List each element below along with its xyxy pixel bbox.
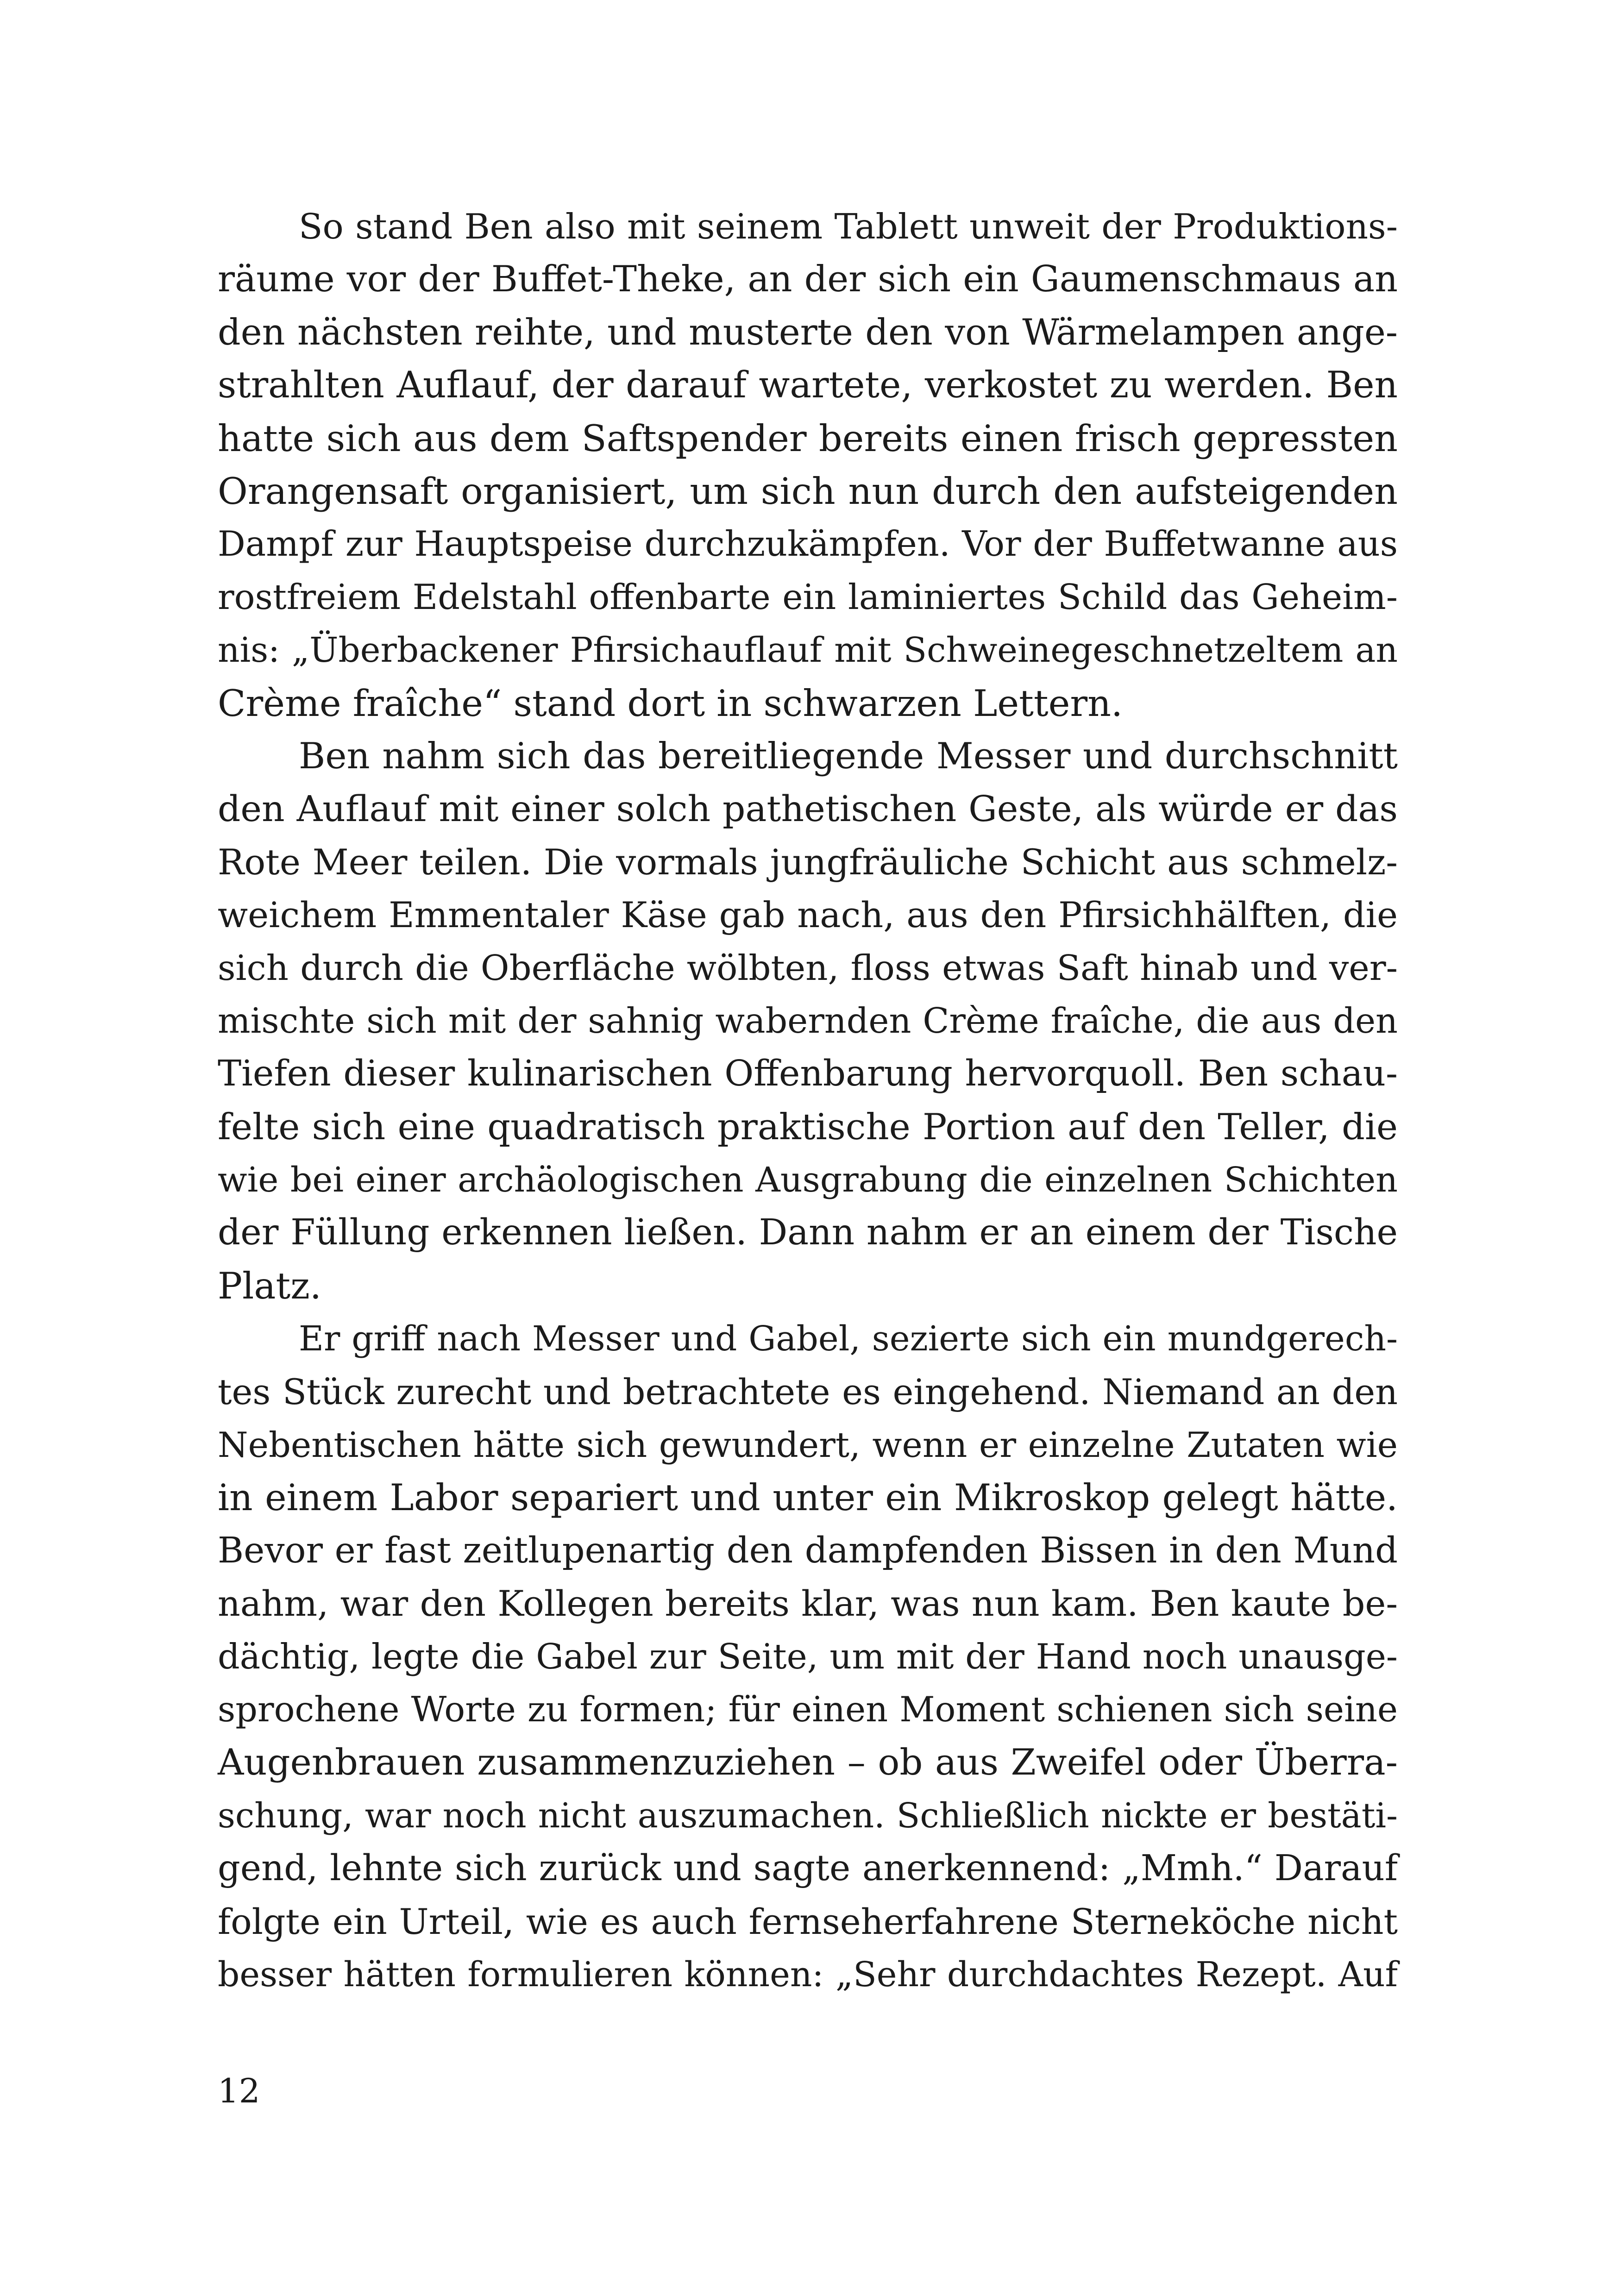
text-line: Rote Meer teilen. Die vormals jungfräuliche Schicht aus schmelz- bbox=[218, 841, 1398, 883]
text-line: Tiefen dieser kulinarischen Offenbarung hervorquoll. Ben schau- bbox=[218, 1053, 1398, 1095]
text-line: felte sich eine quadratisch praktische Portion auf den Teller, die bbox=[218, 1106, 1398, 1148]
paragraph bbox=[218, 730, 1398, 1312]
text-line: rostfreiem Edelstahl offenbarte ein laminiertes Schild das Geheim- bbox=[218, 577, 1398, 617]
text-line: in einem Labor separiert und unter ein Mikroskop gelegt hätte. bbox=[218, 1476, 1398, 1519]
text-line: gend, lehnte sich zurück und sagte anerkennend: „Mmh.“ Darauf bbox=[218, 1848, 1398, 1889]
text-line: nahm, war den Kollegen bereits klar, was nun kam. Ben kaute be- bbox=[218, 1583, 1398, 1625]
text-line: folgte ein Urteil, wie es auch fernseherfahrene Sterneköche nicht bbox=[218, 1901, 1398, 1942]
text-line: Dampf zur Hauptspeise durchzukämpfen. Vor der Buffetwanne aus bbox=[218, 524, 1398, 565]
text-line: wie bei einer archäologischen Ausgrabung die einzelnen Schichten bbox=[218, 1160, 1398, 1200]
text-line: den nächsten reihte, und musterte den von Wärmelampen ange- bbox=[218, 311, 1398, 353]
text-line: tes Stück zurecht und betrachtete es eingehend. Niemand an den bbox=[218, 1371, 1398, 1412]
text-line: Nebentischen hätte sich gewundert, wenn er einzelne Zutaten wie bbox=[218, 1424, 1398, 1465]
text-line: hatte sich aus dem Saftspender bereits einen frisch gepressten bbox=[218, 417, 1398, 460]
text-line: mischte sich mit der sahnig wabernden Crème fraîche, die aus den bbox=[218, 1000, 1398, 1041]
text-line: Platz. bbox=[218, 1264, 322, 1307]
text-line: So stand Ben also mit seinem Tablett unweit der Produktions- bbox=[299, 206, 1398, 247]
text-line: Bevor er fast zeitlupenartig den dampfenden Bissen in den Mund bbox=[218, 1530, 1398, 1571]
text-line: schung, war noch nicht auszumachen. Schließlich nickte er bestäti- bbox=[218, 1795, 1398, 1836]
text-line: Ben nahm sich das bereitliegende Messer und durchschnitt bbox=[299, 735, 1398, 777]
text-line: besser hätten formulieren können: „Sehr durchdachtes Rezept. Auf bbox=[218, 1954, 1398, 1995]
text-line: Augenbrauen zusammenzuziehen – ob aus Zweifel oder Überra- bbox=[218, 1742, 1398, 1784]
text-line: Crème fraîche“ stand dort in schwarzen Lettern. bbox=[218, 682, 1123, 725]
text-line: Orangensaft organisiert, um sich nun durch den aufsteigenden bbox=[218, 470, 1398, 513]
paragraph bbox=[218, 200, 1398, 730]
text-line: weichem Emmentaler Käse gab nach, aus den Pfirsichhälften, die bbox=[218, 894, 1398, 936]
text-line: strahlten Auflauf, der darauf wartete, verkostet zu werden. Ben bbox=[218, 364, 1398, 407]
text-line: sich durch die Oberfläche wölbten, floss etwas Saft hinab und ver- bbox=[218, 947, 1398, 989]
paragraph bbox=[218, 1312, 1398, 2001]
body-text bbox=[218, 200, 1398, 2001]
text-line: räume vor der Buffet-Theke, an der sich ein Gaumenschmaus an bbox=[218, 258, 1398, 301]
text-line: der Füllung erkennen ließen. Dann nahm er an einem der Tische bbox=[218, 1212, 1398, 1254]
page-number: 12 bbox=[218, 2071, 260, 2110]
text-line: dächtig, legte die Gabel zur Seite, um mit der Hand noch unausge- bbox=[218, 1636, 1398, 1677]
text-line: nis: „Überbackener Pfirsichauflauf mit Schweinegeschnetzeltem an bbox=[218, 630, 1398, 671]
text-line: sprochene Worte zu formen; für einen Moment schienen sich seine bbox=[218, 1689, 1398, 1730]
text-line: den Auflauf mit einer solch pathetischen Geste, als würde er das bbox=[218, 788, 1398, 830]
text-line: Er griff nach Messer und Gabel, sezierte sich ein mundgerech- bbox=[299, 1319, 1398, 1359]
